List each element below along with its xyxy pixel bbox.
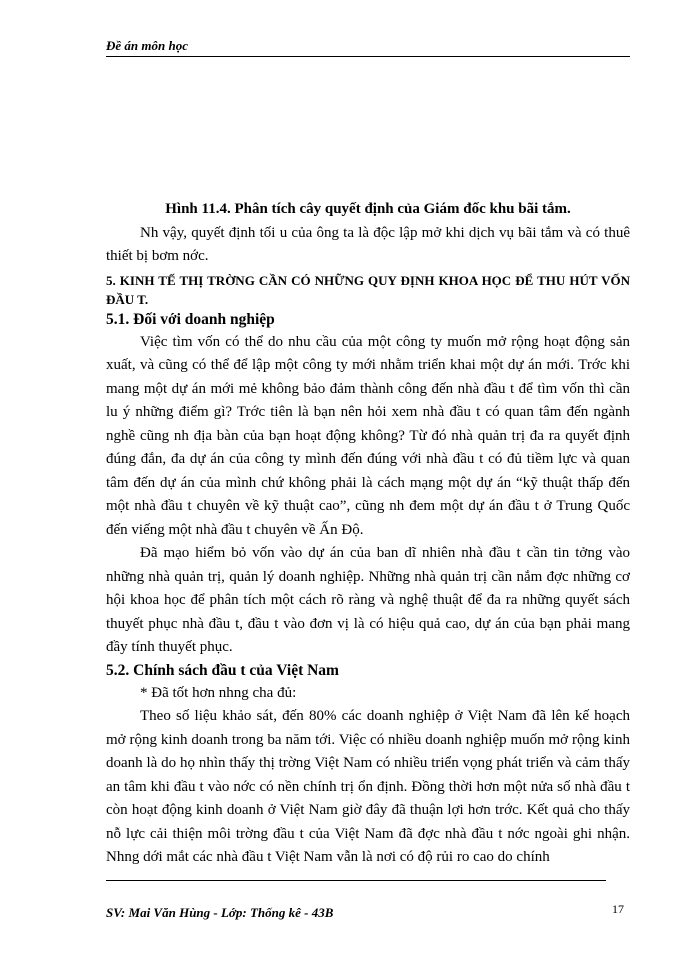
subsection-heading: 5.2. Chính sách đầu t của Việt Nam — [106, 661, 339, 679]
page-number: 17 — [612, 902, 624, 916]
footer-divider — [106, 880, 606, 881]
paragraph: Theo số liệu khảo sát, đến 80% các doanh nghiệp ở Việt Nam đã lên kế hoạch mở rộng kinh doanh trong ba năm tới. Việc có nhiều doanh nghiệp muốn mở rộng kinh doanh là do họ nhìn thấy thị trờng Việt Nam có nhiều triển vọng phát triển và cảm thấy an tâm khi đầu t vào nớc có nền chính trị ổn định. Đồng thời hơn một nửa số nhà đầu t còn hoạt động kinh doanh ở Việt Nam giờ đây đã thuận lợi hơn trớc. Kết quả cho thấy nỗ lực cải thiện môi trờng đầu t của Việt Nam đã đợc nhà đầu t nớc ngoài ghi nhận. Nhng dới mắt các nhà đầu t Việt Nam vẫn là nơi có độ rủi ro cao do chính — [106, 708, 630, 865]
paragraph: Việc tìm vốn có thể do nhu cầu của một công ty muốn mở rộng hoạt động sản xuất, và cũng có thể để lập một công ty mới nhằm triển khai một dự án mới. Trớc khi mang một dự án mới mẻ không bảo đảm thành công đến nhà đầu t để tìm vốn thì cần lu ý những điểm gì? Trớc tiên là bạn nên hỏi xem nhà đầu t có quan tâm đến ngành nghề cũng nh địa bàn của bạn hoạt động không? Từ đó nhà quản trị đa ra quyết định đúng đắn, đa dự án của công ty mình đến đúng với nhà đầu t có đủ tiềm lực và quan tâm đến dự án của mình chứ không phải là cách mạng một dự án “kỹ thuật thấp đến một nhà đầu t chuyên về kỹ thuật cao”, cũng nh đem một dự án đầu t ở Trung Quốc đến viếng một nhà đầu t chuyên về Ấn Độ. — [106, 333, 630, 538]
document-body — [106, 198, 630, 870]
paragraph: Nh vậy, quyết định tối u của ông ta là độc lập mở khi dịch vụ bãi tắm và có thuê thiết bị bơm nớc. — [106, 224, 630, 264]
section-heading: 5. KINH TẾ THỊ TRỜNG CẦN CÓ NHỮNG QUY ĐỊNH KHOA HỌC ĐỂ THU HÚT VỐN ĐẦU T. — [106, 272, 630, 307]
paragraph: Đã mạo hiểm bỏ vốn vào dự án của ban dĩ nhiên nhà đầu t cần tin tởng vào những nhà quản trị, quản lý doanh nghiệp. Những nhà quản trị cần nắm đợc những cơ hội khoa học để phân tích một cách rõ ràng và nghệ thuật để đa ra những quyết sách thuyết phục nhà đầu t, đầu t vào đơn vị là có hiệu quả cao, dự án của bạn phải mang đầy tính thuyết phục. — [106, 545, 630, 655]
page-footer: SV: Mai Văn Hùng - Lớp: Thống kê - 43B — [106, 905, 334, 920]
page-header: Đề án môn học — [106, 38, 188, 53]
bullet-line: * Đã tốt hơn nhng cha đủ: — [140, 684, 297, 701]
figure-caption: Hình 11.4. Phân tích cây quyết định của Giám đốc khu bãi tắm. — [165, 201, 571, 217]
subsection-heading: 5.1. Đối với doanh nghiệp — [106, 310, 275, 328]
header-divider — [106, 56, 630, 57]
